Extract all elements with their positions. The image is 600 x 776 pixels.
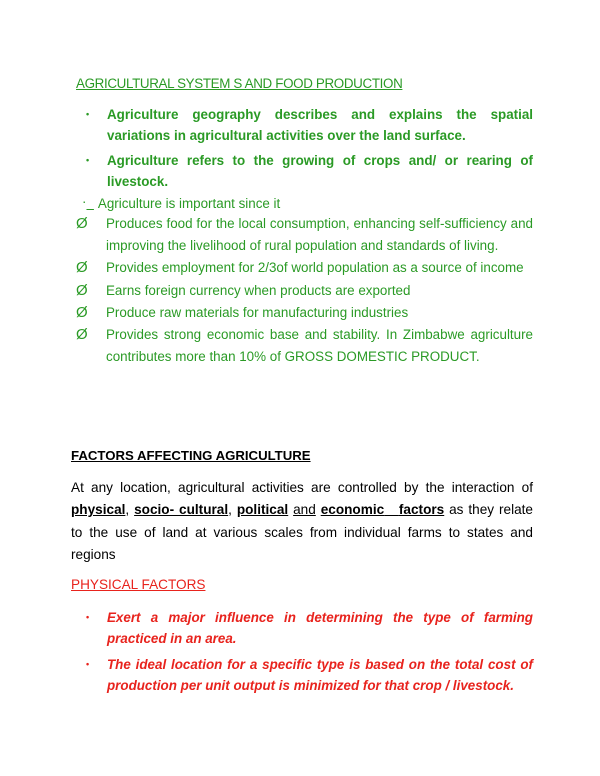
bullet-icon: •	[86, 612, 90, 622]
bullet-icon: •	[86, 155, 90, 165]
small-dot-icon: ·	[82, 194, 87, 209]
comma: ,	[125, 502, 130, 518]
importance-item	[76, 302, 533, 324]
physical-factor-text: Exert a major influence in determining the type of farming practiced in an area.	[107, 610, 533, 647]
intro-bullet	[86, 104, 533, 146]
intro-bullet	[86, 150, 533, 192]
term-socio-cultural: socio- cultural	[134, 502, 229, 518]
importance-lead	[82, 193, 280, 214]
physical-factor-text: The ideal location for a specific type is based on the total cost of production per unit output is minimized for that crop / livestock.	[107, 656, 533, 693]
factors-paragraph-end: as they relate to the use of land at various scales from individual farms to states and regions	[71, 502, 533, 562]
bullet-icon: •	[86, 109, 90, 119]
importance-item	[76, 257, 533, 279]
intro-bullet-text: Agriculture geography describes and explains the spatial variations in agricultural activities over the land surface.	[107, 107, 533, 143]
importance-item	[76, 324, 533, 368]
importance-item-text: Provides strong economic base and stability. In Zimbabwe agriculture contributes more than 10% of GROSS DOMESTIC PRODUCT.	[106, 327, 533, 365]
importance-item	[76, 213, 533, 257]
importance-item	[76, 280, 533, 302]
lead-underline	[86, 196, 93, 211]
bullet-icon: •	[86, 658, 90, 669]
arrow-bullet-icon: Ø	[76, 281, 88, 299]
importance-item-text: Produce raw materials for manufacturing industries	[106, 304, 409, 320]
physical-factors-heading: PHYSICAL FACTORS	[71, 577, 206, 592]
factors-heading: FACTORS AFFECTING AGRICULTURE	[71, 448, 311, 463]
term-political: political	[236, 502, 289, 518]
physical-factor-item	[86, 654, 533, 697]
intro-bullet-text: Agriculture refers to the growing of crops and/ or rearing of livestock.	[107, 153, 533, 189]
intro-bullet-list	[86, 104, 533, 196]
physical-factor-item	[86, 607, 533, 650]
underline-gap	[384, 502, 399, 517]
comma: ,	[228, 502, 232, 518]
factors-paragraph	[71, 477, 533, 566]
factors-paragraph-start: At any location, agricultural activities are controlled by the interaction of	[71, 480, 533, 495]
page-title: AGRICULTURAL SYSTEM S AND FOOD PRODUCTION	[76, 76, 403, 91]
term-physical: physical	[71, 502, 126, 518]
importance-item-text: Provides employment for 2/3of world population as a source of income	[106, 260, 524, 276]
importance-item-text: Produces food for the local consumption, enhancing self-sufficiency and improving the livelihood of rural population and standards of living.	[106, 216, 533, 254]
physical-factors-list	[86, 607, 533, 700]
arrow-bullet-icon: Ø	[76, 215, 88, 232]
importance-item-text: Earns foreign currency when products are exported	[106, 282, 411, 298]
word-and: and	[293, 502, 316, 518]
arrow-bullet-icon: Ø	[76, 259, 88, 277]
arrow-bullet-icon: Ø	[76, 303, 88, 321]
term-factors: factors	[398, 502, 445, 518]
term-economic: economic	[320, 502, 385, 518]
importance-list	[76, 213, 533, 368]
importance-lead-text: Agriculture is important since it	[97, 196, 281, 211]
arrow-bullet-icon: Ø	[76, 326, 88, 344]
